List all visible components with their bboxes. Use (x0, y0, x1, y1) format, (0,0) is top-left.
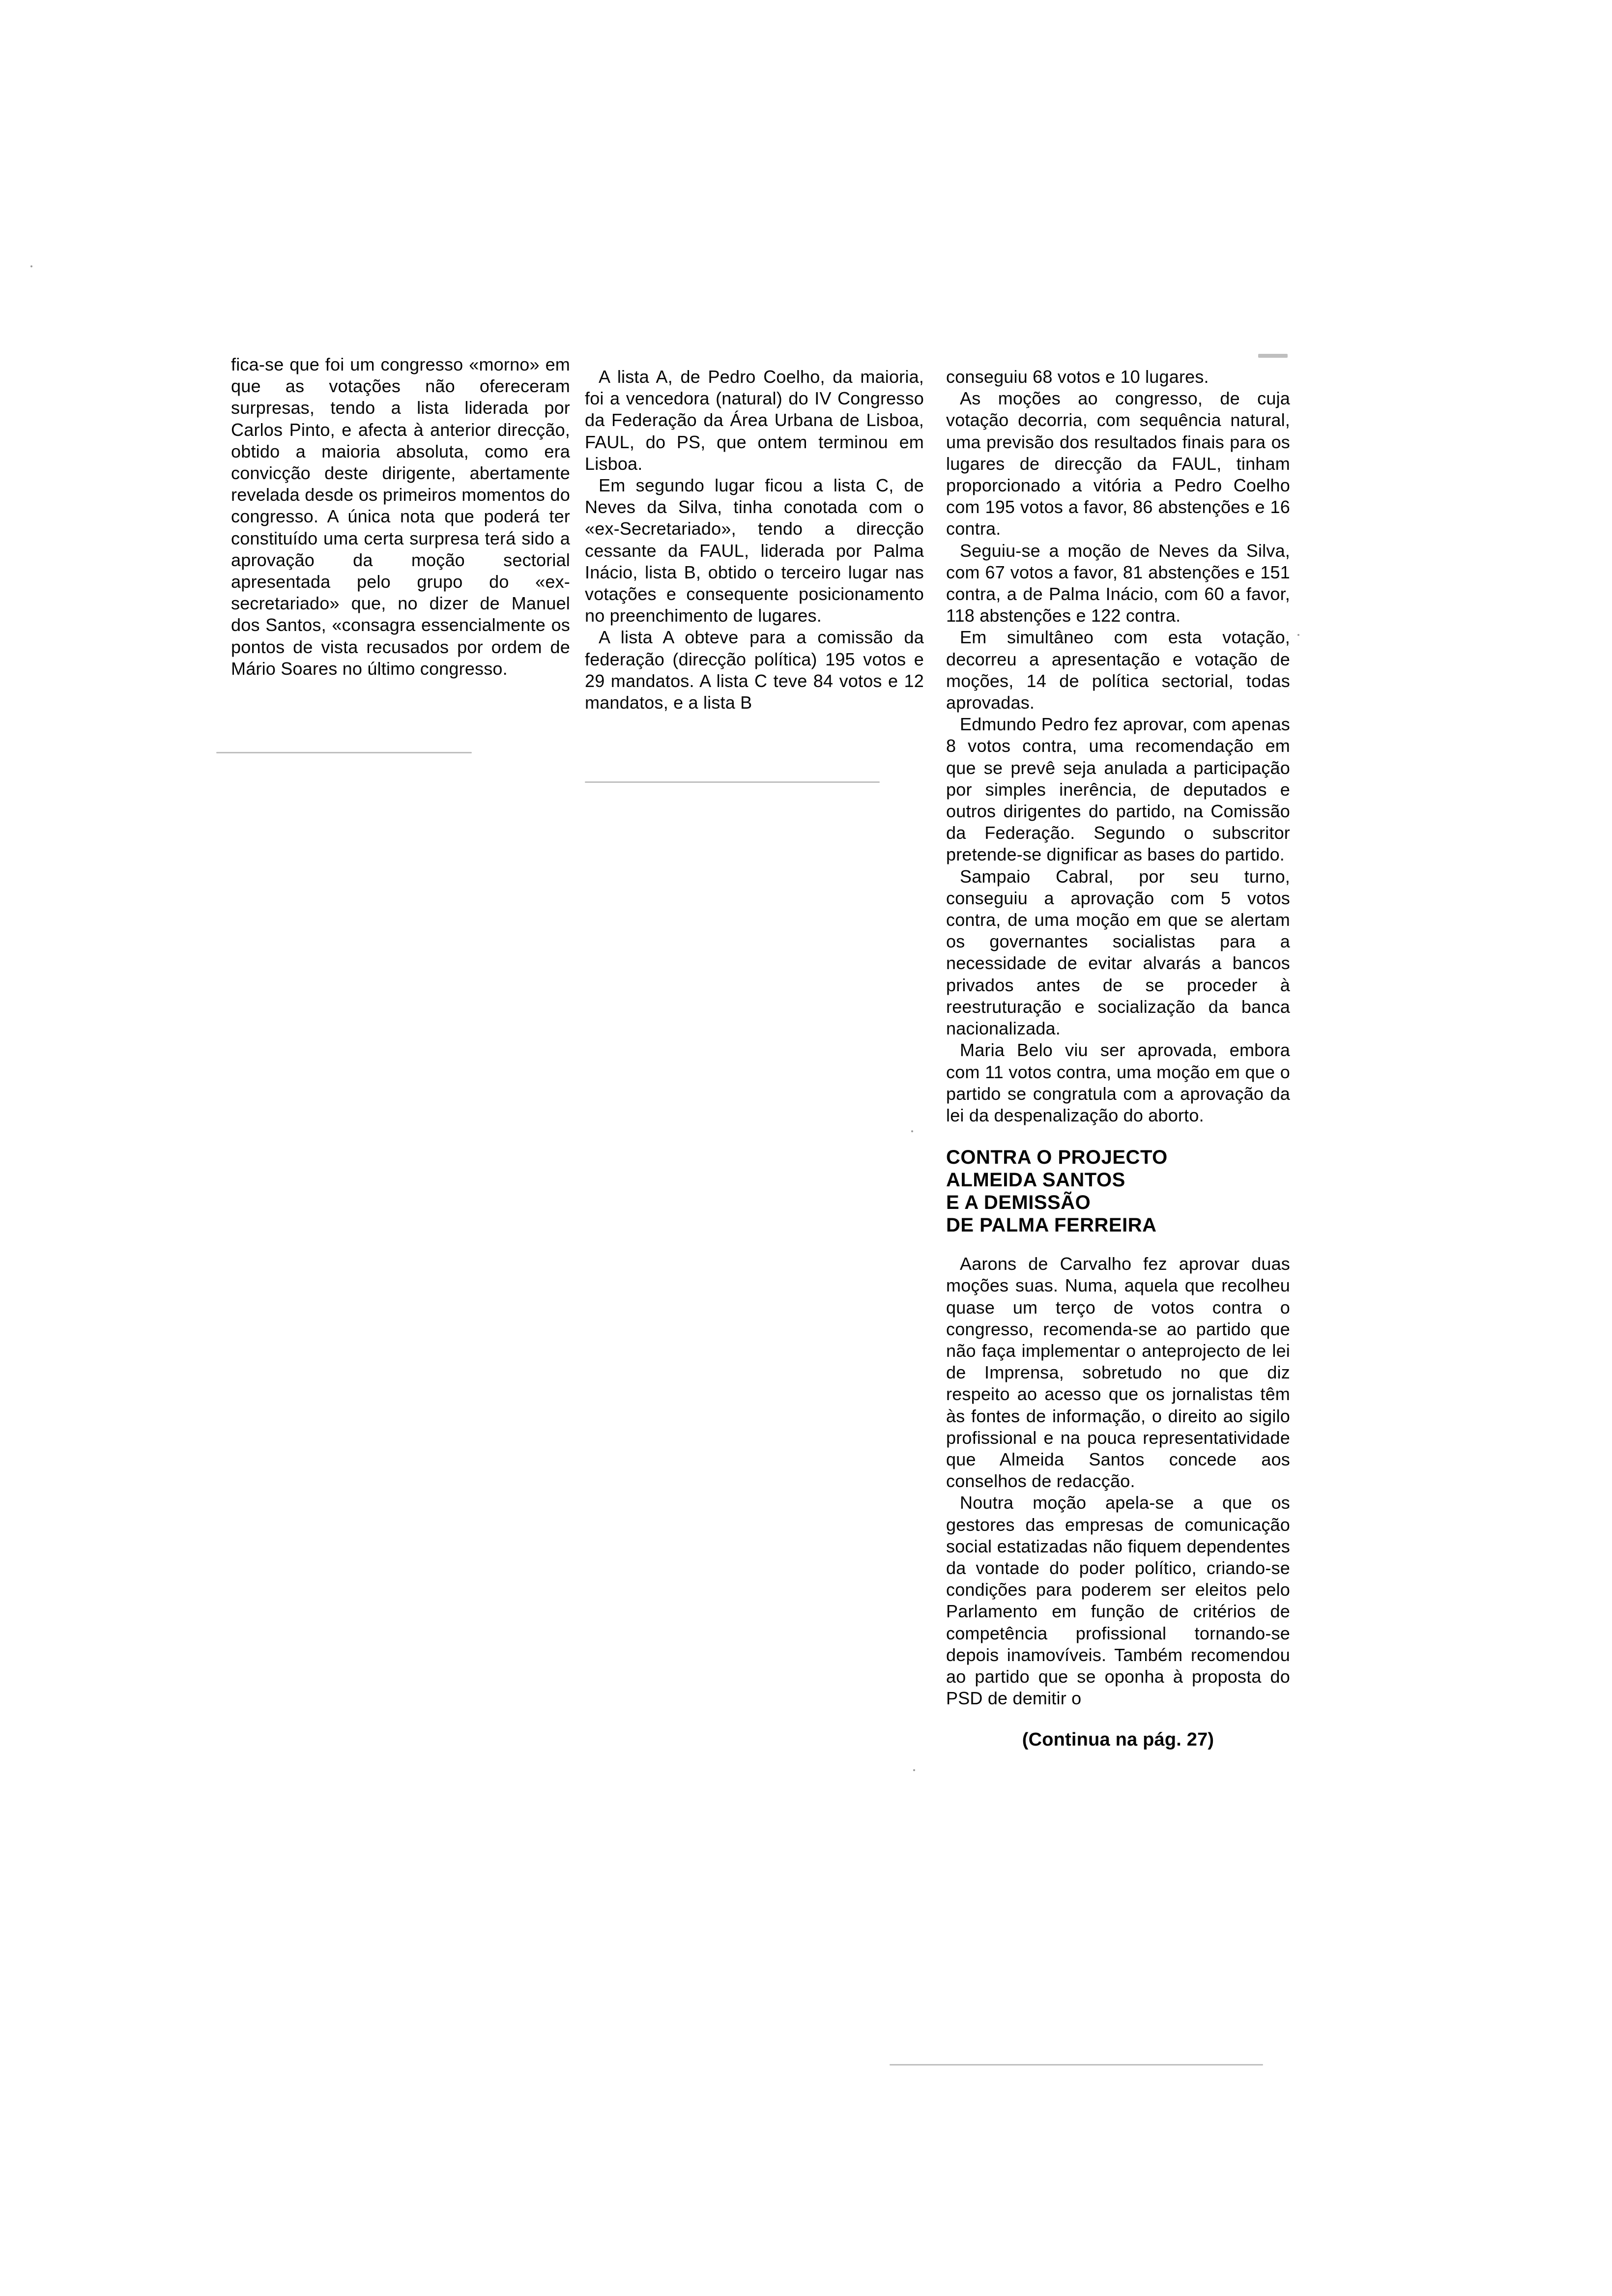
paragraph: Aarons de Carvalho fez aprovar duas moções suas. Numa, aquela que recolheu quase um terço de votos contra o congresso, recomenda-se ao partido que não faça implementar o anteprojecto de lei de Imprensa, sobretudo no que diz respeito ao acesso que os jornalistas têm às fontes de informação, o direito ao sigilo profissional e na pouca representatividade que Almeida Santos concede aos conselhos de redacção. (946, 1254, 1290, 1492)
scan-artifact (585, 781, 880, 783)
paragraph: conseguiu 68 votos e 10 lugares. (946, 367, 1209, 387)
subheading-line: CONTRA O PROJECTO (946, 1147, 1168, 1169)
paragraph: A lista A obteve para a comissão da federação (direcção política) 195 votos e 29 mandatos. A lista C teve 84 votos e 12 mandatos, e a lista B (585, 627, 924, 713)
paragraph: Noutra moção apela-se a que os gestores das empresas de comunicação social estatizadas não fiquem dependentes da vontade do poder político, criando-se condições para poderem ser eleitos pelo Parlamento em função de critérios de competência profissional tornando-se depois inamovíveis. Também recomendou ao partido que se oponha à proposta do PSD de demitir o (946, 1492, 1290, 1709)
subheading-line: ALMEIDA SANTOS (946, 1169, 1125, 1191)
article-column-3 (946, 366, 1290, 1751)
paragraph: Maria Belo viu ser aprovada, embora com 11 votos contra, uma moção em que o partido se congratula com a aprovação da lei da despenalização do aborto. (946, 1040, 1290, 1125)
section-subheading (946, 1146, 1290, 1236)
scan-artifact (1297, 634, 1299, 636)
paragraph: A lista A, de Pedro Coelho, da maioria, foi a vencedora (natural) do IV Congresso da Federação da Área Urbana de Lisboa, FAUL, do PS, que ontem terminou em Lisboa. (585, 367, 924, 474)
paragraph: Seguiu-se a moção de Neves da Silva, com 67 votos a favor, 81 abstenções e 151 contra, a de Palma Inácio, com 60 a favor, 118 abstenções e 122 contra. (946, 540, 1290, 626)
article-column-2 (585, 366, 924, 714)
scan-artifact (30, 265, 32, 267)
paragraph: Edmundo Pedro fez aprovar, com apenas 8 votos contra, uma recomendação em que se prevê seja anulada a participação por simples inerência, de deputados e outros dirigentes do partido, na Comissão da Federação. Segundo o subscritor pretende-se dignificar as bases do partido. (946, 714, 1290, 865)
paragraph: fica-se que foi um congresso «morno» em que as votações não ofereceram surpresas, tendo a lista liderada por Carlos Pinto, e afecta à anterior direcção, obtido a maioria absoluta, como era convicção deste dirigente, abertamente revelada desde os primeiros momentos do congresso. A única nota que poderá ter constituído uma certa surpresa terá sido a aprovação da moção sectorial apresentada pelo grupo do «ex-secretariado» que, no dizer de Manuel dos Santos, «consagra essencialmente os pontos de vista recusados por ordem de Mário Soares no último congresso. (231, 354, 570, 679)
paragraph: Em simultâneo com esta votação, decorreu a apresentação e votação de moções, 14 de política sectorial, todas aprovadas. (946, 627, 1290, 713)
scan-artifact (1258, 354, 1288, 358)
paragraph: As moções ao congresso, de cuja votação decorria, com sequência natural, uma previsão dos resultados finais para os lugares de direcção da FAUL, tinham proporcionado a vitória a Pedro Coelho com 195 votos a favor, 86 abstenções e 16 contra. (946, 388, 1290, 539)
subheading-line: DE PALMA FERREIRA (946, 1214, 1157, 1236)
paragraph: Sampaio Cabral, por seu turno, conseguiu a aprovação com 5 votos contra, de uma moção em que se alertam os governantes socialistas para a necessidade de evitar alvarás a bancos privados antes de se proceder à reestruturação e socialização da banca nacionalizada. (946, 866, 1290, 1039)
scan-artifact (216, 752, 472, 753)
scan-artifact (911, 1130, 913, 1132)
scan-artifact (913, 1769, 915, 1771)
article-column-1 (231, 354, 570, 680)
continued-on-page-note: (Continua na pág. 27) (1022, 1729, 1214, 1751)
paragraph: Em segundo lugar ficou a lista C, de Neves da Silva, tinha conotada com o «ex-Secretariado», tendo a direcção cessante da FAUL, liderada por Palma Inácio, lista B, obtido o terceiro lugar nas votações e consequente posicionamento no preenchimento de lugares. (585, 475, 924, 626)
subheading-line: E A DEMISSÃO (946, 1192, 1091, 1214)
scan-artifact (890, 2064, 1263, 2066)
